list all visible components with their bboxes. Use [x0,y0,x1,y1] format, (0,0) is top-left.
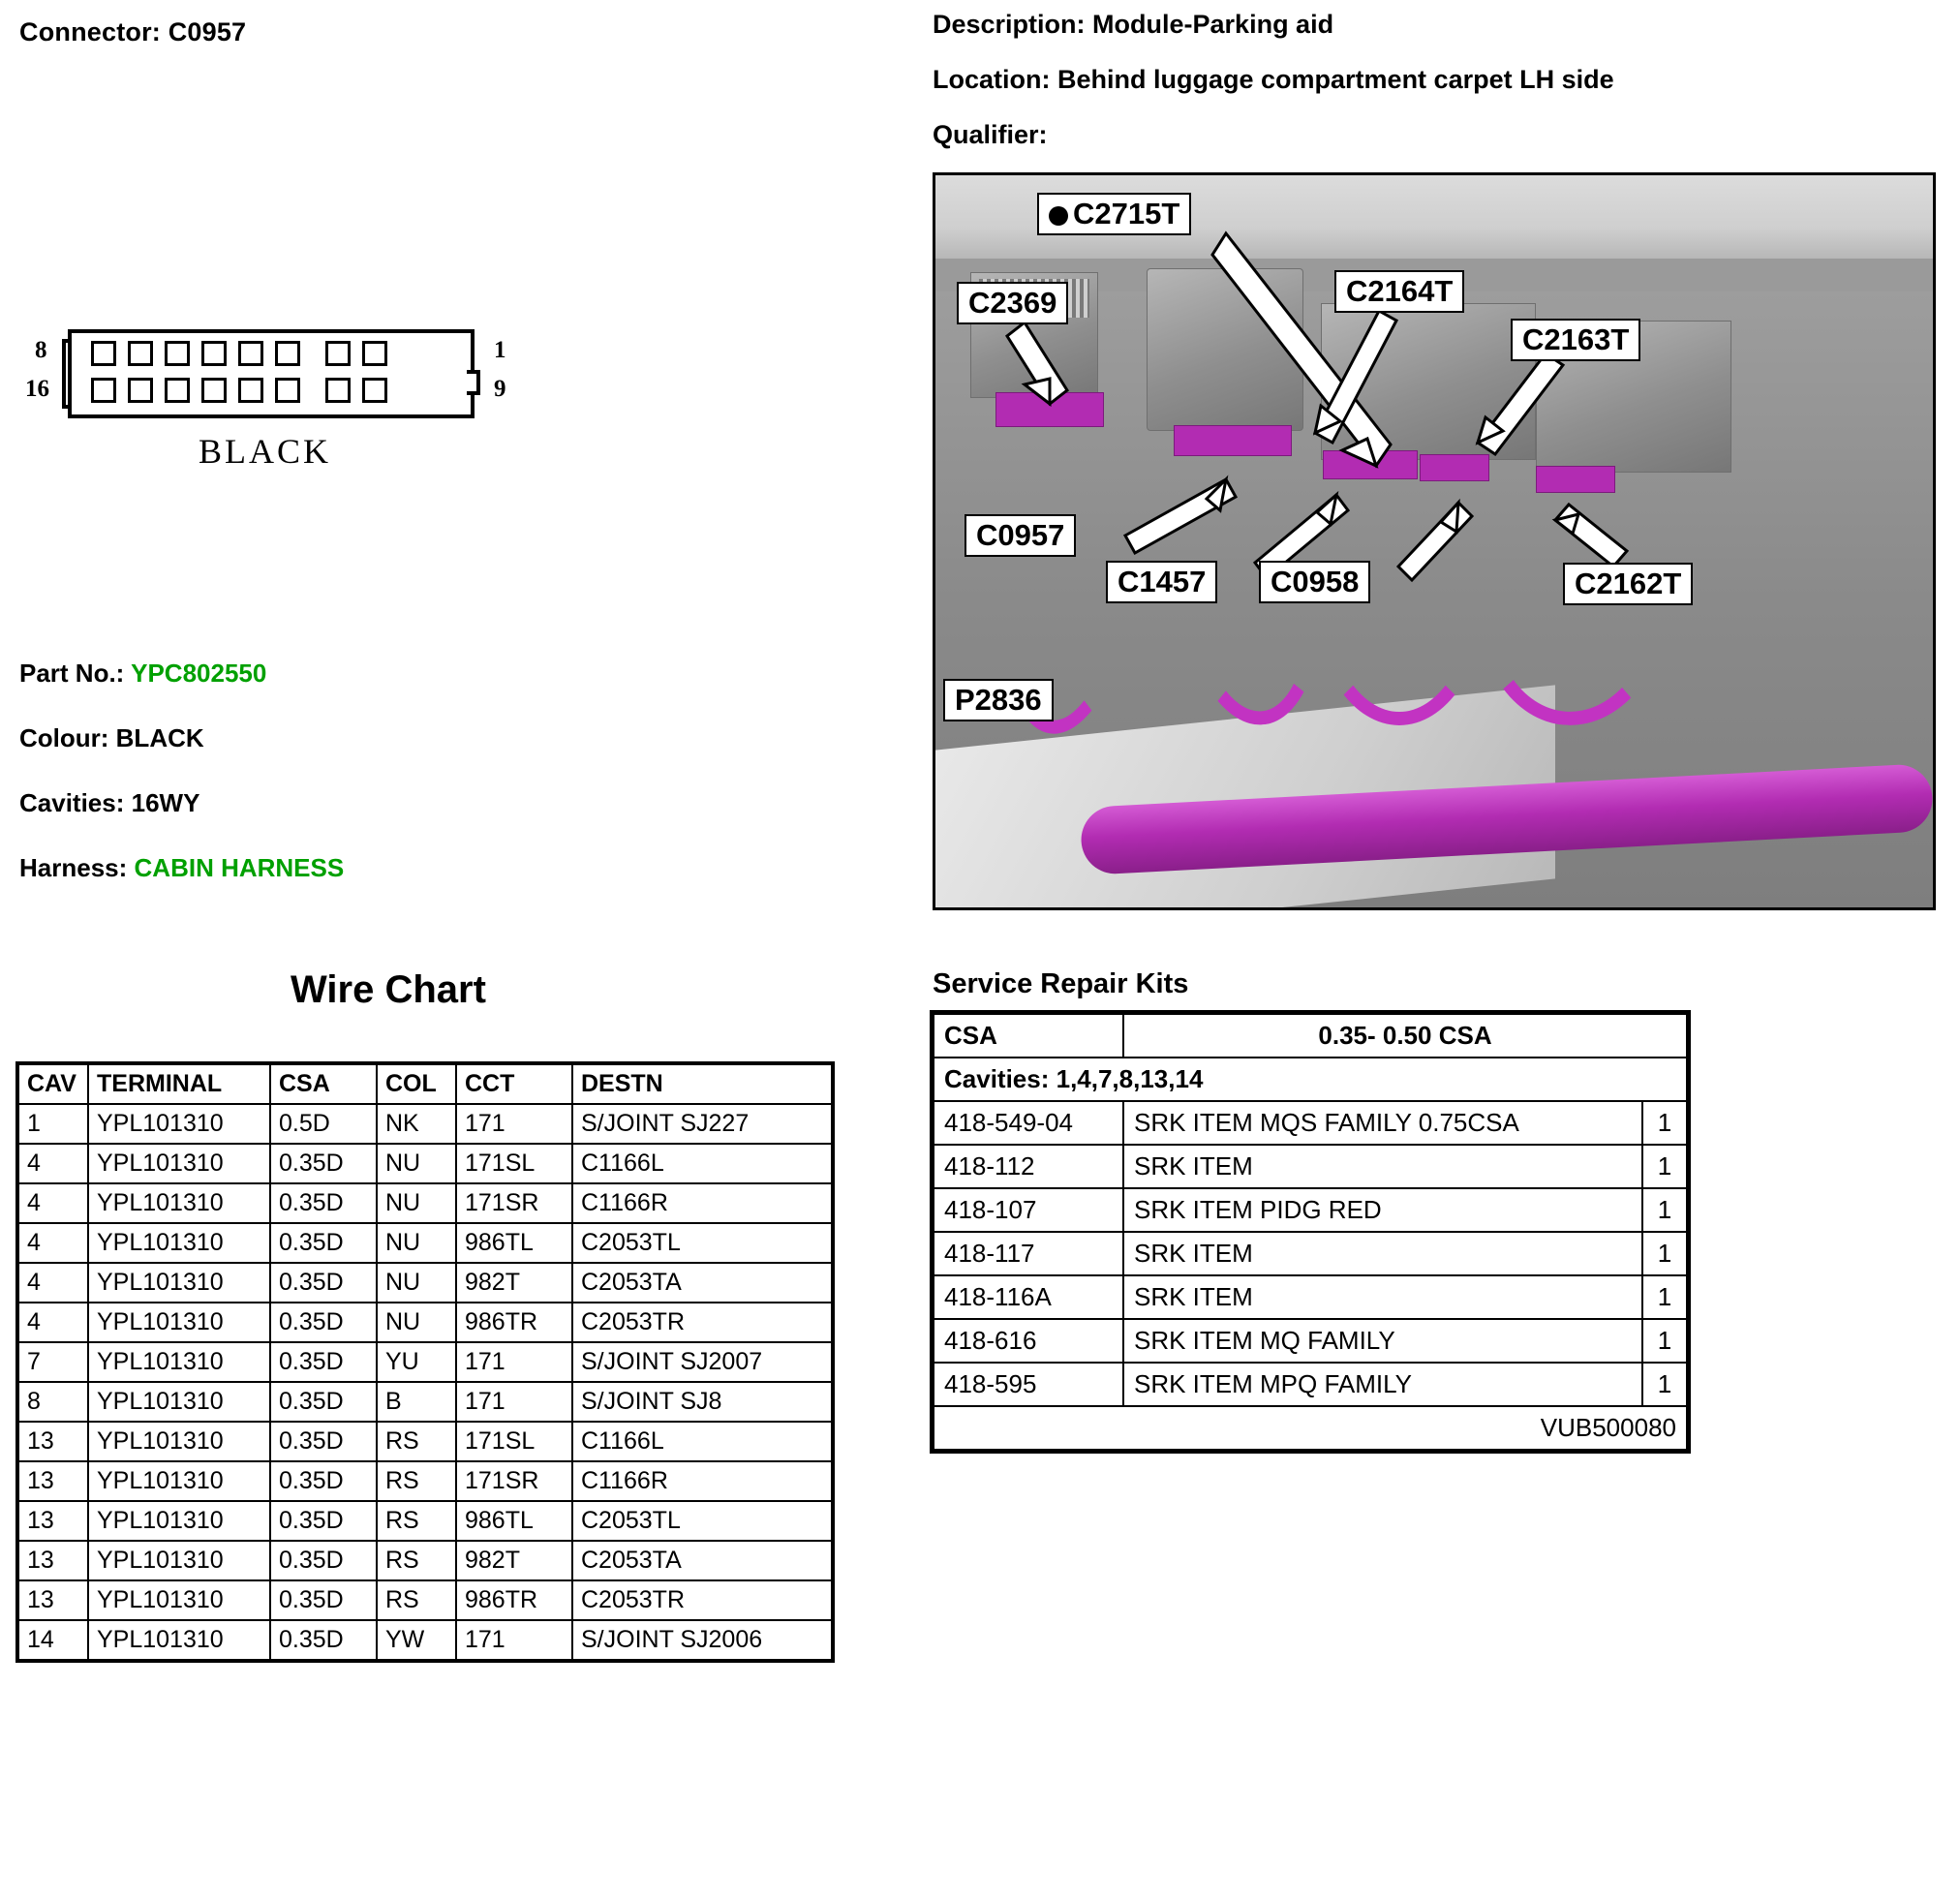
cell-cav: 13 [18,1541,88,1580]
cell-destn: S/JOINT SJ2007 [572,1342,832,1382]
cell-cct: 171 [456,1382,572,1422]
cell-csa: 0.35D [270,1144,377,1183]
pin-cavity [325,341,351,366]
srk-csa-label: CSA [934,1014,1123,1058]
cell-terminal: YPL101310 [88,1461,270,1501]
cell-destn: C1166R [572,1461,832,1501]
cell-destn: C2053TA [572,1263,832,1303]
cell-csa: 0.35D [270,1342,377,1382]
cell-terminal: YPL101310 [88,1580,270,1620]
cell-col: NU [377,1183,456,1223]
cell-terminal: YPL101310 [88,1144,270,1183]
srk-code: 418-616 [934,1319,1123,1363]
pin-number-top-left: 8 [35,337,47,363]
srk-qty: 1 [1642,1101,1687,1145]
wire-col-destn: DESTN [572,1064,832,1104]
cell-cav: 4 [18,1183,88,1223]
cell-terminal: YPL101310 [88,1620,270,1660]
table-row [934,1363,1687,1406]
pin-cavity [91,341,116,366]
cell-cav: 14 [18,1620,88,1660]
srk-code: 418-549-04 [934,1101,1123,1145]
cell-csa: 0.35D [270,1461,377,1501]
table-row [934,1145,1687,1188]
cell-csa: 0.5D [270,1104,377,1144]
srk-cavities: Cavities: 1,4,7,8,13,14 [934,1058,1687,1101]
cell-terminal: YPL101310 [88,1223,270,1263]
cavities-label: Cavities: [19,788,125,817]
photo-label-c0958: C0958 [1259,561,1370,603]
part-no-label: Part No.: [19,659,125,688]
cell-col: RS [377,1580,456,1620]
photo-label-c1457: C1457 [1106,561,1217,603]
cell-csa: 0.35D [270,1263,377,1303]
cell-terminal: YPL101310 [88,1422,270,1461]
srk-code: 418-117 [934,1232,1123,1275]
location-photo [933,172,1936,910]
pin-cavity [165,378,190,403]
connector-label: Connector: [19,17,161,46]
cell-cct: 982T [456,1541,572,1580]
pin-number-top-right: 1 [494,337,506,363]
photo-label-c2162t: C2162T [1563,563,1693,605]
cell-destn: C1166L [572,1422,832,1461]
photo-label-c2369: C2369 [957,282,1068,324]
cell-cav: 4 [18,1263,88,1303]
cell-cav: 4 [18,1223,88,1263]
cavities-value: 16WY [131,788,200,817]
pin-number-bottom-left: 16 [25,376,49,402]
part-no-line [19,659,639,689]
left-column [19,10,891,47]
colour-line [19,723,639,753]
harness-line [19,853,639,883]
table-row [18,1620,832,1660]
table-row [18,1422,832,1461]
location-label: Location: [933,65,1051,94]
srk-qty: 1 [1642,1363,1687,1406]
table-row [934,1275,1687,1319]
table-row [18,1183,832,1223]
srk-code: 418-116A [934,1275,1123,1319]
cell-destn: C1166L [572,1144,832,1183]
cell-col: NU [377,1223,456,1263]
wire-chart-header-row [18,1064,832,1104]
cell-terminal: YPL101310 [88,1303,270,1342]
cell-cct: 171SR [456,1183,572,1223]
pin-cavity [275,341,300,366]
service-repair-kits-table [933,1013,1688,1451]
pin-cavity [362,341,387,366]
service-repair-kits-title: Service Repair Kits [933,968,1189,999]
description-label: Description: [933,10,1086,39]
srk-footer-code: VUB500080 [934,1406,1687,1450]
cell-terminal: YPL101310 [88,1541,270,1580]
photo-label-c2164t: C2164T [1334,270,1464,313]
table-row [934,1188,1687,1232]
cell-col: NU [377,1303,456,1342]
pin-cavity [238,341,263,366]
cell-cct: 986TL [456,1223,572,1263]
srk-qty: 1 [1642,1319,1687,1363]
table-row [934,1232,1687,1275]
cell-destn: S/JOINT SJ8 [572,1382,832,1422]
connector-details [19,659,639,918]
right-column [933,10,1940,175]
cell-destn: C2053TR [572,1303,832,1342]
table-row [18,1303,832,1342]
table-row [18,1382,832,1422]
srk-csa-range: 0.35- 0.50 CSA [1123,1014,1687,1058]
cell-cav: 7 [18,1342,88,1382]
pin-cavity [362,378,387,403]
cell-col: RS [377,1501,456,1541]
wire-col-csa: CSA [270,1064,377,1104]
cell-destn: S/JOINT SJ227 [572,1104,832,1144]
srk-description: SRK ITEM [1123,1232,1642,1275]
table-row [18,1104,832,1144]
connector-colour-caption: BLACK [199,432,332,471]
cell-cct: 986TR [456,1580,572,1620]
colour-value: BLACK [115,723,204,752]
table-row [18,1461,832,1501]
cell-csa: 0.35D [270,1620,377,1660]
srk-qty: 1 [1642,1275,1687,1319]
srk-cavities-row [934,1058,1687,1101]
cell-destn: C1166R [572,1183,832,1223]
harness-value: CABIN HARNESS [134,853,345,882]
srk-code: 418-107 [934,1188,1123,1232]
cavities-line [19,788,639,818]
cell-cav: 8 [18,1382,88,1422]
srk-qty: 1 [1642,1232,1687,1275]
cell-col: RS [377,1422,456,1461]
cell-csa: 0.35D [270,1541,377,1580]
cell-terminal: YPL101310 [88,1104,270,1144]
cell-cav: 13 [18,1501,88,1541]
cell-cct: 986TR [456,1303,572,1342]
srk-code: 418-595 [934,1363,1123,1406]
photo-label-c0957: C0957 [965,514,1076,557]
photo-label-c2715t [1037,193,1191,235]
cell-destn: C2053TL [572,1223,832,1263]
cell-cav: 1 [18,1104,88,1144]
srk-description: SRK ITEM MQ FAMILY [1123,1319,1642,1363]
cell-destn: C2053TA [572,1541,832,1580]
description-value: Module-Parking aid [1092,10,1334,39]
wire-chart-title: Wire Chart [291,968,486,1011]
description-line [933,10,1940,40]
photo-label-c2163t: C2163T [1511,319,1640,361]
cell-cct: 171 [456,1342,572,1382]
cell-cct: 171 [456,1620,572,1660]
pin-cavity [128,341,153,366]
photo-label-p2836: P2836 [943,679,1054,721]
connector-pin-row-bottom [91,378,387,403]
connector-id: C0957 [168,17,247,46]
cell-destn: C2053TR [572,1580,832,1620]
harness-label: Harness: [19,853,128,882]
connector-diagram [10,310,533,504]
cell-cct: 982T [456,1263,572,1303]
qualifier-label: Qualifier: [933,120,1048,149]
srk-code: 418-112 [934,1145,1123,1188]
cell-terminal: YPL101310 [88,1382,270,1422]
table-row [18,1342,832,1382]
pin-cavity [201,341,227,366]
cell-cav: 13 [18,1461,88,1501]
cell-cct: 986TL [456,1501,572,1541]
srk-description: SRK ITEM [1123,1275,1642,1319]
wire-col-terminal: TERMINAL [88,1064,270,1104]
cell-csa: 0.35D [270,1183,377,1223]
srk-qty: 1 [1642,1188,1687,1232]
table-row [934,1101,1687,1145]
srk-qty: 1 [1642,1145,1687,1188]
cell-csa: 0.35D [270,1303,377,1342]
cell-csa: 0.35D [270,1223,377,1263]
table-row [18,1501,832,1541]
cell-col: YW [377,1620,456,1660]
location-line [933,65,1940,95]
cell-cct: 171SR [456,1461,572,1501]
table-row [18,1223,832,1263]
part-no-value: YPC802550 [131,659,267,688]
pin-cavity [201,378,227,403]
cell-csa: 0.35D [270,1382,377,1422]
cell-csa: 0.35D [270,1580,377,1620]
table-row [18,1263,832,1303]
pin-cavity [165,341,190,366]
cell-col: NK [377,1104,456,1144]
srk-description: SRK ITEM PIDG RED [1123,1188,1642,1232]
cell-col: RS [377,1541,456,1580]
connector-heading [19,17,891,47]
table-row [18,1541,832,1580]
srk-description: SRK ITEM MQS FAMILY 0.75CSA [1123,1101,1642,1145]
pin-cavity [128,378,153,403]
cell-terminal: YPL101310 [88,1342,270,1382]
table-row [934,1319,1687,1363]
cell-cav: 13 [18,1422,88,1461]
cell-col: B [377,1382,456,1422]
srk-description: SRK ITEM MPQ FAMILY [1123,1363,1642,1406]
pin-cavity [325,378,351,403]
filled-circle-icon [1049,206,1068,226]
cell-col: NU [377,1263,456,1303]
cell-col: RS [377,1461,456,1501]
pin-number-bottom-right: 9 [494,376,506,402]
srk-header-row [934,1014,1687,1058]
wire-col-col: COL [377,1064,456,1104]
cell-col: YU [377,1342,456,1382]
colour-label: Colour: [19,723,109,752]
cell-destn: S/JOINT SJ2006 [572,1620,832,1660]
qualifier-line [933,120,1940,150]
cell-csa: 0.35D [270,1501,377,1541]
connector-latch-tab [467,370,480,395]
connector-pin-row-top [91,341,387,366]
wire-chart-table [17,1063,833,1661]
cell-col: NU [377,1144,456,1183]
cell-cav: 4 [18,1303,88,1342]
srk-footer-row [934,1406,1687,1450]
pin-cavity [238,378,263,403]
wire-col-cav: CAV [18,1064,88,1104]
location-value: Behind luggage compartment carpet LH side [1057,65,1614,94]
table-row [18,1580,832,1620]
cell-terminal: YPL101310 [88,1183,270,1223]
cell-cct: 171SL [456,1422,572,1461]
cell-terminal: YPL101310 [88,1501,270,1541]
cell-cct: 171SL [456,1144,572,1183]
pin-cavity [275,378,300,403]
cell-destn: C2053TL [572,1501,832,1541]
cell-csa: 0.35D [270,1422,377,1461]
cell-cav: 4 [18,1144,88,1183]
table-row [18,1144,832,1183]
photo-label-text: C2715T [1073,197,1180,230]
pin-cavity [91,378,116,403]
cell-terminal: YPL101310 [88,1263,270,1303]
wire-col-cct: CCT [456,1064,572,1104]
cell-cct: 171 [456,1104,572,1144]
cell-cav: 13 [18,1580,88,1620]
srk-description: SRK ITEM [1123,1145,1642,1188]
